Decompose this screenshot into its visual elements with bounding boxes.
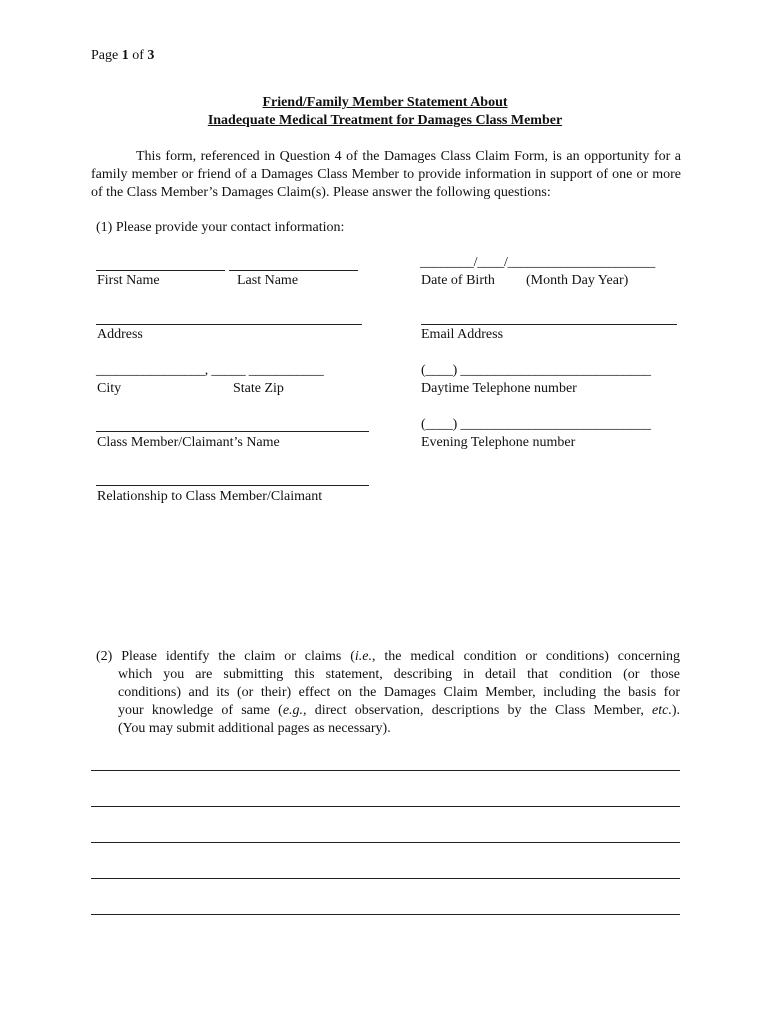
page-of: of <box>132 48 144 63</box>
page-prefix: Page <box>91 48 119 63</box>
question2-line1: (2) Please identify the claim or claims (i.e., the medical condition or conditions) concerning <box>96 649 680 664</box>
evening-phone-label: Evening Telephone number <box>421 435 576 450</box>
answer-line[interactable] <box>91 914 680 915</box>
relationship-label: Relationship to Class Member/Claimant <box>97 489 323 504</box>
daytime-phone-field[interactable]: (____) ____________________________ <box>421 363 651 378</box>
question2-line4: your knowledge of same (e.g., direct observation, descriptions by the Class Member, etc.). <box>118 703 680 718</box>
page-total: 3 <box>147 48 155 63</box>
dob-format-label: (Month Day Year) <box>526 273 629 288</box>
form-title-line1: Friend/Family Member Statement About <box>262 95 508 110</box>
email-label: Email Address <box>421 327 504 342</box>
last-name-field[interactable] <box>229 270 358 271</box>
relationship-field[interactable] <box>96 485 369 486</box>
question2-line2: which you are submitting this statement, describing in detail that condition (or those <box>118 667 680 682</box>
date-of-birth-label: Date of Birth <box>421 273 495 288</box>
city-state-zip-field[interactable]: ________________, _____ ___________ <box>96 363 324 378</box>
question2-line3: conditions) and its (or their) effect on the Damages Claim Member, including the basis for <box>118 685 680 700</box>
question2-line5: (You may submit additional pages as necessary). <box>118 721 391 736</box>
answer-line[interactable] <box>91 878 680 879</box>
daytime-phone-label: Daytime Telephone number <box>421 381 577 396</box>
page-number <box>91 48 154 64</box>
answer-line[interactable] <box>91 770 680 771</box>
intro-paragraph <box>91 148 681 202</box>
intro-text: This form, referenced in Question 4 of the Damages Class Claim Form, is an opportunity for a family member or friend of a Damages Class Member to provide information in support of one or more of the Class Member’s Damages Claim(s). Please answer the following questions: <box>91 149 681 200</box>
answer-line[interactable] <box>91 842 680 843</box>
question2-prompt <box>96 648 680 738</box>
form-title-line2: Inadequate Medical Treatment for Damages Class Member <box>207 113 563 128</box>
date-of-birth-field[interactable]: ________/____/______________________ <box>420 255 655 270</box>
city-label: City <box>97 381 122 396</box>
evening-phone-field[interactable]: (____) ____________________________ <box>421 417 651 432</box>
address-field[interactable] <box>96 324 362 325</box>
first-name-field[interactable] <box>96 270 225 271</box>
claimant-name-label: Class Member/Claimant’s Name <box>97 435 280 450</box>
page-current: 1 <box>121 48 129 63</box>
first-name-label: First Name <box>97 273 160 288</box>
question1-prompt: (1) Please provide your contact information: <box>96 220 345 235</box>
email-field[interactable] <box>421 324 677 325</box>
last-name-label: Last Name <box>237 273 299 288</box>
answer-line[interactable] <box>91 806 680 807</box>
state-zip-label: State Zip <box>233 381 284 396</box>
address-label: Address <box>97 327 143 342</box>
claimant-name-field[interactable] <box>96 431 369 432</box>
